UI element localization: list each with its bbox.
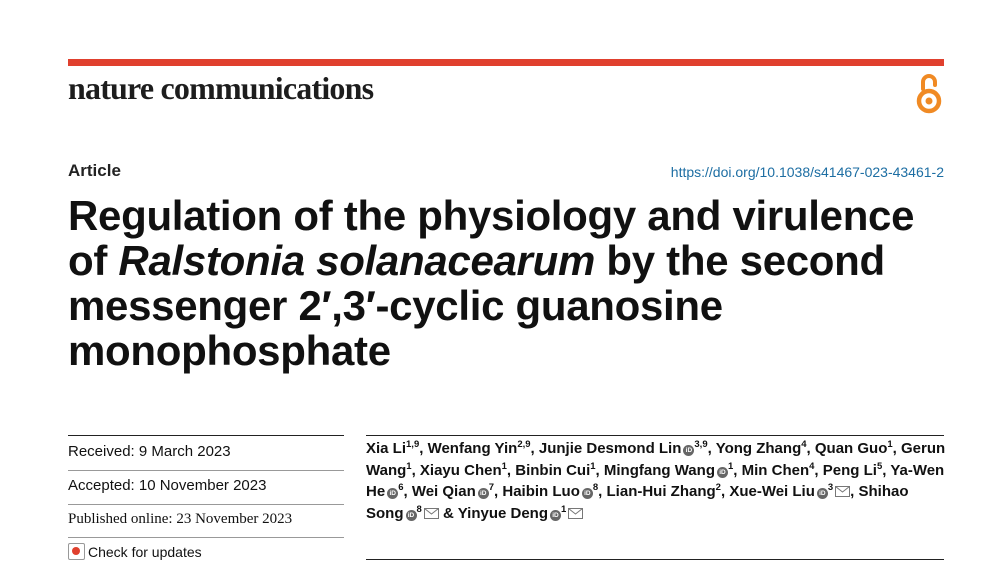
author-item — [729, 483, 858, 500]
doi-link[interactable]: https://doi.org/10.1038/s41467-023-43461-2 — [670, 164, 944, 180]
author-separator: , — [506, 461, 516, 479]
divider-dates-2 — [68, 504, 344, 505]
title-text: Regulation of the physiology and virulence of — [68, 192, 915, 284]
author-separator: , — [882, 461, 891, 479]
author-name[interactable]: Yong Zhang — [715, 440, 802, 457]
author-affiliation: 1,9 — [406, 439, 420, 450]
author-affiliation: 2,9 — [517, 439, 531, 450]
author-item — [502, 483, 606, 500]
orcid-icon[interactable]: iD — [406, 510, 417, 521]
author-affiliation: 1 — [501, 460, 507, 472]
divider-dates-1 — [68, 470, 344, 471]
author-name[interactable]: Yinyue Deng — [457, 504, 548, 522]
divider-dates-3 — [68, 537, 344, 538]
author-separator: , — [598, 483, 607, 500]
author-name[interactable]: Gerun Wang — [366, 440, 946, 479]
author-separator: , — [411, 461, 420, 479]
author-separator: , — [850, 483, 859, 500]
author-affiliation: 3,9 — [694, 439, 708, 450]
email-icon[interactable] — [835, 486, 850, 497]
author-name[interactable]: Wei Qian — [411, 483, 476, 500]
author-item — [716, 440, 815, 457]
published-date: Published online: 23 November 2023 — [68, 511, 293, 527]
author-name[interactable]: Junjie Desmond Lin — [538, 440, 682, 457]
author-item — [604, 462, 742, 479]
author-affiliation: 8 — [592, 482, 599, 493]
author-affiliation: 4 — [801, 439, 807, 450]
author-list — [366, 438, 950, 524]
author-name[interactable]: Ya-Wen He — [366, 461, 945, 500]
author-separator: , — [707, 440, 716, 457]
author-item — [742, 462, 823, 479]
journal-header-bar — [68, 59, 944, 66]
author-name[interactable]: Quan Guo — [814, 440, 888, 457]
check-for-updates-button[interactable] — [68, 543, 202, 560]
divider-authors — [366, 559, 944, 560]
author-name[interactable]: Haibin Luo — [502, 483, 580, 500]
author-item — [412, 483, 503, 500]
orcid-icon[interactable]: iD — [817, 488, 828, 499]
email-icon[interactable] — [424, 508, 439, 519]
check-for-updates-label: Check for updates — [88, 543, 202, 560]
title-text-continued: by the second messenger 2′,3′-cyclic guanosine monophosphate — [68, 237, 885, 374]
author-item — [823, 462, 891, 479]
received-date: Received: 9 March 2023 — [68, 443, 231, 460]
author-affiliation: 7 — [488, 482, 495, 493]
author-item — [815, 440, 901, 457]
open-access-icon — [913, 72, 945, 114]
author-separator: & — [438, 504, 458, 522]
orcid-icon[interactable]: iD — [717, 467, 728, 478]
author-separator: , — [814, 461, 823, 479]
author-affiliation: 3 — [827, 482, 834, 493]
author-item — [515, 462, 604, 479]
author-name[interactable]: Xue-Wei Liu — [729, 483, 815, 500]
author-name[interactable]: Peng Li — [822, 461, 877, 479]
article-type-label: Article — [68, 161, 121, 180]
author-affiliation: 8 — [416, 503, 422, 515]
author-separator: , — [403, 483, 412, 500]
author-name[interactable]: Lian-Hui Zhang — [606, 483, 716, 500]
author-separator: , — [892, 440, 902, 457]
author-separator: , — [720, 483, 730, 500]
author-affiliation: 1 — [406, 460, 412, 472]
accepted-date: Accepted: 10 November 2023 — [68, 477, 267, 494]
check-for-updates-icon — [68, 543, 85, 560]
author-item — [607, 483, 730, 500]
divider-left — [68, 435, 344, 436]
author-separator: , — [806, 440, 815, 457]
author-item — [428, 440, 539, 457]
author-affiliation: 1 — [727, 460, 734, 472]
author-separator: , — [419, 440, 428, 457]
author-affiliation: 6 — [398, 482, 404, 493]
orcid-icon[interactable]: iD — [478, 488, 489, 499]
email-icon[interactable] — [568, 508, 583, 519]
author-separator: , — [595, 461, 604, 479]
author-affiliation: 5 — [876, 460, 883, 472]
author-name[interactable]: Binbin Cui — [515, 461, 591, 479]
author-separator: , — [494, 483, 503, 500]
author-affiliation: 1 — [590, 460, 596, 472]
divider-right — [366, 435, 944, 436]
title-species-italic: Ralstonia solanacearum — [118, 237, 596, 284]
author-affiliation: 1 — [887, 439, 893, 450]
author-item — [366, 440, 428, 457]
author-separator: , — [530, 440, 539, 457]
author-affiliation: 4 — [809, 460, 815, 472]
author-item — [539, 440, 716, 457]
journal-name: nature communications — [68, 70, 374, 106]
author-name[interactable]: Min Chen — [741, 461, 810, 479]
orcid-icon[interactable]: iD — [550, 510, 561, 521]
author-separator: , — [733, 461, 742, 479]
orcid-icon[interactable]: iD — [387, 488, 398, 499]
author-name[interactable]: Xiayu Chen — [419, 461, 502, 479]
author-affiliation: 1 — [561, 503, 567, 515]
author-name[interactable]: Mingfang Wang — [603, 461, 715, 479]
author-affiliation: 2 — [715, 482, 721, 493]
author-name[interactable]: Shihao Song — [366, 483, 909, 522]
author-name[interactable]: Wenfang Yin — [427, 440, 518, 457]
author-name[interactable]: Xia Li — [366, 440, 407, 457]
author-item — [458, 505, 584, 522]
author-item — [420, 462, 515, 479]
orcid-icon[interactable]: iD — [582, 488, 593, 499]
orcid-icon[interactable]: iD — [683, 445, 694, 456]
article-title — [68, 193, 948, 373]
